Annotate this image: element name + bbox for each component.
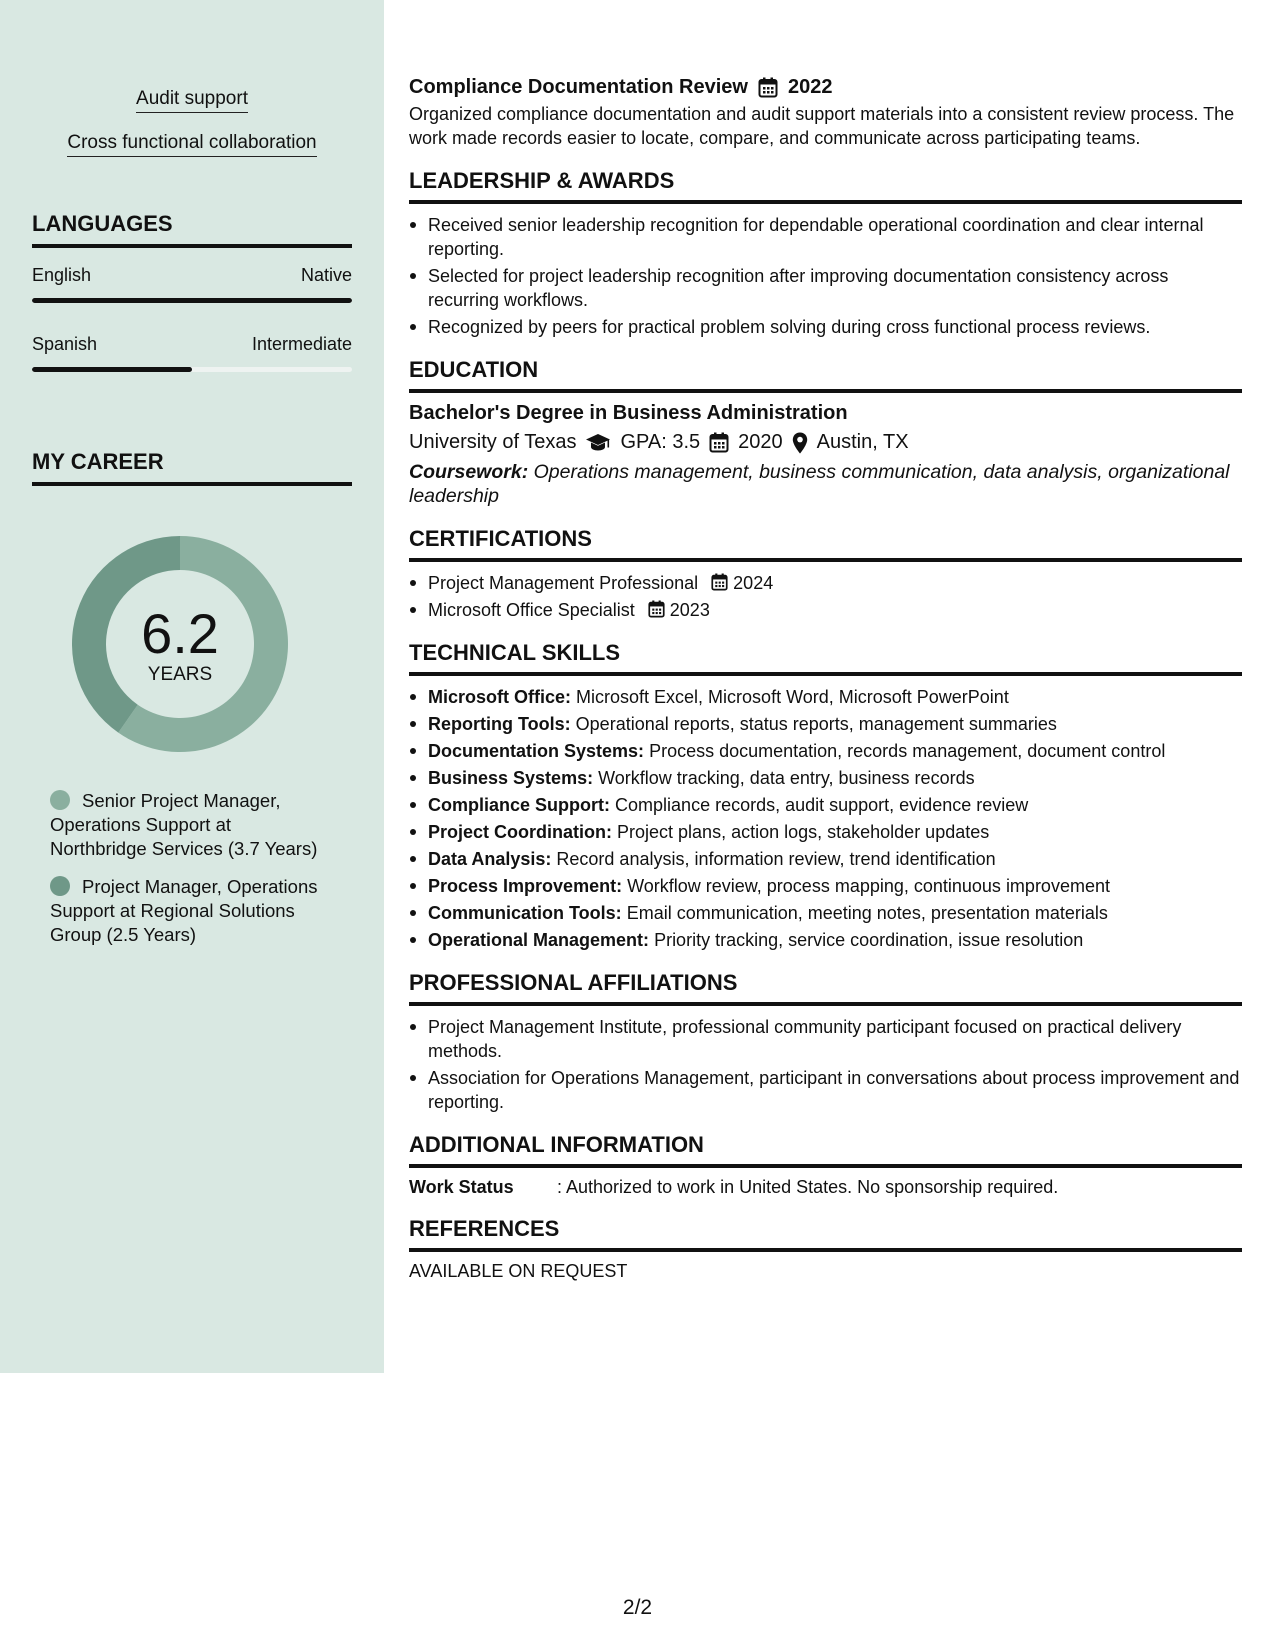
skill-value: Email communication, meeting notes, presentation materials [626, 903, 1108, 923]
additional-info-heading: ADDITIONAL INFORMATION [409, 1132, 1242, 1168]
career-legend-item: Senior Project Manager, Operations Support at Northbridge Services (3.7 Years) [50, 790, 318, 859]
degree-title: Bachelor's Degree in Business Administration [409, 402, 848, 424]
skill-label: Communication Tools: [428, 903, 622, 923]
skill-item: Cross functional collaboration [0, 132, 384, 154]
affiliations-heading: PROFESSIONAL AFFILIATIONS [409, 970, 1242, 1006]
skill-label: Documentation Systems: [428, 741, 645, 761]
career-total-unit: YEARS [147, 664, 213, 685]
project-title-row [409, 76, 1242, 99]
skill-value: Operational reports, status reports, management summaries [575, 714, 1057, 734]
skill-value: Priority tracking, service coordination, issue resolution [654, 930, 1084, 950]
skill-label: Microsoft Office: [428, 687, 572, 707]
coursework-label: Coursework: [409, 461, 529, 483]
list-item [409, 901, 1242, 925]
page-number: 2/2 [622, 1596, 653, 1619]
work-status-label: Work Status [409, 1177, 514, 1197]
skill-value: Workflow review, process mapping, continuous improvement [627, 876, 1110, 896]
skill-label: Operational Management: [428, 930, 650, 950]
skill-label: Project Coordination: [428, 822, 612, 842]
education-meta [409, 431, 1242, 454]
skill-value: Microsoft Excel, Microsoft Word, Microsoft PowerPoint [576, 687, 1009, 707]
list-item: Selected for project leadership recognition after improving documentation consistency across recurring workflows. [409, 264, 1242, 312]
skill-value: Compliance records, audit support, evidence review [615, 795, 1029, 815]
sidebar [0, 0, 384, 1373]
calendar-icon [648, 600, 665, 618]
list-item [409, 571, 1242, 595]
list-item [409, 766, 1242, 790]
career-heading: MY CAREER [32, 449, 352, 486]
skill-label: Data Analysis: [428, 849, 552, 869]
list-item: Association for Operations Management, participant in conversations about process improvement and reporting. [409, 1066, 1242, 1114]
calendar-icon [709, 432, 729, 453]
map-pin-icon [792, 432, 808, 454]
list-item [409, 820, 1242, 844]
career-legend-item: Project Manager, Operations Support at Regional Solutions Group (2.5 Years) [50, 876, 318, 945]
graduation-year: 2020 [738, 431, 783, 453]
graduation-cap-icon [585, 433, 611, 453]
language-name: Spanish [32, 334, 98, 354]
legend-dot [50, 876, 70, 896]
work-status-row [409, 1177, 1242, 1198]
leadership-list [409, 213, 1242, 339]
leadership-heading: LEADERSHIP & AWARDS [409, 168, 1242, 204]
list-item [409, 793, 1242, 817]
language-level: Native [300, 265, 352, 285]
career-total-years: 6.2 [141, 602, 219, 665]
legend-dot [50, 790, 70, 810]
main-content [409, 76, 1242, 1282]
certifications-heading: CERTIFICATIONS [409, 526, 1242, 562]
languages-heading: LANGUAGES [32, 211, 352, 248]
technical-skills-list [409, 685, 1242, 952]
skill-value: Workflow tracking, data entry, business records [598, 768, 975, 788]
school-name: University of Texas [409, 431, 577, 453]
list-item [409, 685, 1242, 709]
skill-item: Audit support [0, 88, 384, 110]
coursework-text: Operations management, business communication, data analysis, organizational leadership [409, 461, 1230, 507]
skill-value: Record analysis, information review, trend identification [556, 849, 996, 869]
language-bar [32, 367, 352, 372]
language-bar [32, 298, 352, 303]
list-item [409, 874, 1242, 898]
skill-label: Process Improvement: [428, 876, 623, 896]
calendar-icon [758, 77, 778, 98]
list-item [409, 928, 1242, 952]
project-description: Organized compliance documentation and audit support materials into a consistent review process. The work made records easier to locate, compare, and communicate across participating teams. [409, 104, 1235, 148]
education-heading: EDUCATION [409, 357, 1242, 393]
list-item [409, 598, 1242, 622]
certifications-list [409, 571, 1242, 622]
list-item [409, 739, 1242, 763]
language-bar-fill [32, 367, 192, 372]
skill-label: Business Systems: [428, 768, 594, 788]
affiliations-list [409, 1015, 1242, 1114]
references-text: AVAILABLE ON REQUEST [409, 1261, 628, 1281]
skill-label: Compliance Support: [428, 795, 611, 815]
education-location: Austin, TX [816, 431, 909, 453]
work-status-value: : Authorized to work in United States. No sponsorship required. [557, 1177, 1059, 1197]
project-title: Compliance Documentation Review [409, 76, 748, 98]
technical-skills-heading: TECHNICAL SKILLS [409, 640, 1242, 676]
gpa: GPA: 3.5 [620, 431, 701, 453]
list-item [409, 712, 1242, 736]
language-bar-fill [32, 298, 352, 303]
certification-name: Microsoft Office Specialist [428, 600, 635, 620]
skill-label: Reporting Tools: [428, 714, 571, 734]
language-row [32, 265, 352, 286]
skill-value: Project plans, action logs, stakeholder updates [617, 822, 990, 842]
language-row [32, 334, 352, 355]
skill-value: Process documentation, records management, document control [649, 741, 1166, 761]
project-year: 2022 [787, 76, 833, 98]
calendar-icon [711, 573, 728, 591]
language-name: English [32, 265, 92, 285]
certification-name: Project Management Professional [428, 573, 699, 593]
list-item: Recognized by peers for practical problem solving during cross functional process reviews. [409, 315, 1242, 339]
certification-year: 2024 [733, 573, 774, 593]
certification-year: 2023 [669, 600, 710, 620]
list-item [409, 847, 1242, 871]
references-heading: REFERENCES [409, 1216, 1242, 1252]
list-item: Received senior leadership recognition for dependable operational coordination and clear internal reporting. [409, 213, 1242, 261]
language-level: Intermediate [251, 334, 352, 354]
coursework [409, 460, 1242, 508]
list-item: Project Management Institute, professional community participant focused on practical delivery methods. [409, 1015, 1242, 1063]
